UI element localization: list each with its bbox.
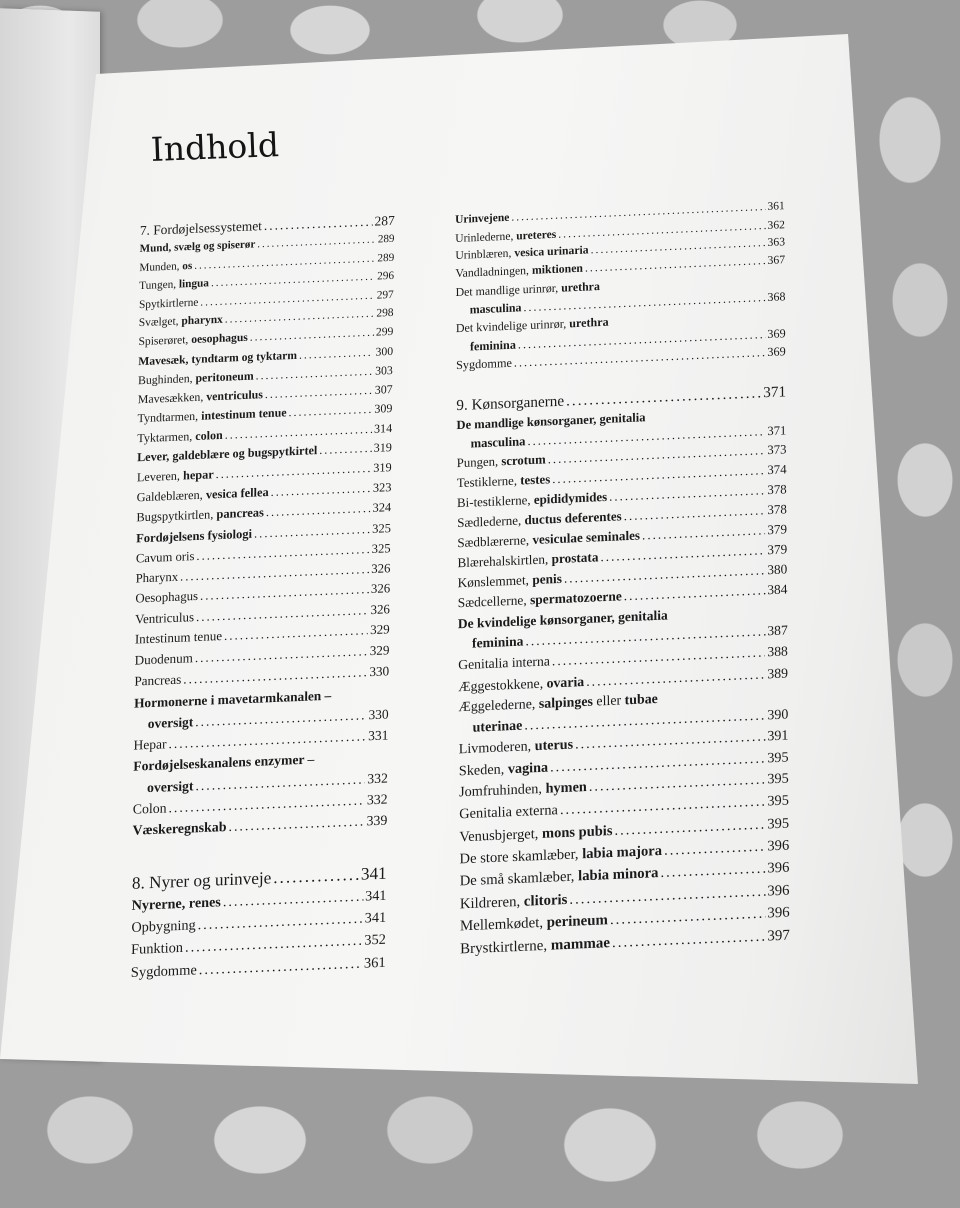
page-number: 326 xyxy=(370,600,391,617)
page-number: 329 xyxy=(370,621,390,638)
page-number: 300 xyxy=(375,344,394,359)
entry-bold-term: ovaria xyxy=(546,673,585,691)
toc-entry-label xyxy=(136,567,179,589)
dot-leader xyxy=(319,439,372,461)
page-number: 289 xyxy=(377,232,395,246)
entry-plain-text: Hepar xyxy=(133,736,167,753)
entry-bold-term: Mund, svælg og spiserør xyxy=(139,238,256,256)
entry-plain-text: Sædlederne, xyxy=(457,512,525,531)
page-number: 332 xyxy=(366,791,388,808)
entry-bold-term: Væskeregnskab xyxy=(132,819,227,839)
entry-plain-text: Tyndtarmen, xyxy=(137,409,202,426)
entry-plain-text: Galdeblæren, xyxy=(136,487,207,505)
dot-leader xyxy=(316,761,386,764)
entry-bold-term: ductus deferentes xyxy=(524,508,622,528)
page-number: 319 xyxy=(373,460,392,475)
entry-bold-term: masculina xyxy=(470,434,526,451)
page-number: 332 xyxy=(367,770,388,787)
entry-plain-text: Genitalia externa xyxy=(459,802,558,823)
page-number: 326 xyxy=(371,561,391,576)
page-number: 380 xyxy=(767,561,788,578)
page-number: 323 xyxy=(372,479,392,495)
page-number: 324 xyxy=(372,499,392,515)
toc-entry-label xyxy=(135,586,198,609)
page-number: 361 xyxy=(363,954,386,972)
entry-bold-term: Urinvejene xyxy=(455,211,510,227)
entry-bold-term: colon xyxy=(195,427,223,443)
toc-entry-label xyxy=(470,298,522,318)
entry-bold-term: Hormonerne i mavetarmkanalen – xyxy=(134,687,332,711)
entry-plain-text: Sygdomme xyxy=(456,355,512,373)
entry-bold-term: vesiculae seminales xyxy=(532,527,641,547)
entry-bold-term: vesica fellea xyxy=(205,484,269,502)
entry-plain-text: Duodenum xyxy=(134,650,194,668)
entry-bold-term: testes xyxy=(520,471,551,488)
entry-plain-text: Urinlederne, xyxy=(455,228,517,245)
toc-entry-label xyxy=(134,670,181,693)
entry-plain-text: Det mandlige urinrør, xyxy=(455,280,562,299)
toc-entry-label xyxy=(139,256,192,277)
toc-left-column xyxy=(131,212,395,984)
entry-plain-text: Æggelederne, xyxy=(458,696,539,716)
page-number: 361 xyxy=(767,200,785,213)
entry-plain-text: Sædcellerne, xyxy=(457,592,531,611)
entry-plain-text: eller xyxy=(592,693,625,710)
page-number: 378 xyxy=(767,501,787,518)
chapter-title: 7. Fordøjelsessystemet xyxy=(139,218,263,239)
entry-bold-term: os xyxy=(182,259,193,272)
page-number: 373 xyxy=(767,442,787,458)
page-number: 296 xyxy=(377,269,395,283)
entry-plain-text: Bi-testiklerne, xyxy=(456,492,534,511)
page-number: 319 xyxy=(373,440,393,456)
entry-bold-term: epididymides xyxy=(533,488,608,508)
entry-bold-term: feminina xyxy=(469,337,516,354)
entry-plain-text: Sædblærerne, xyxy=(457,531,533,550)
entry-bold-term: feminina xyxy=(471,633,524,651)
page-number: 391 xyxy=(767,727,789,745)
entry-bold-term: labia majora xyxy=(582,843,663,863)
entry-plain-text: Ventriculus xyxy=(135,608,195,627)
chapter-title: 8. Nyrer og urinveje xyxy=(131,867,272,893)
entry-bold-term: spermatozoerne xyxy=(530,588,622,608)
page-number: 395 xyxy=(767,749,789,767)
toc-right-column xyxy=(455,198,790,961)
toc-entry-label xyxy=(471,432,526,454)
entry-bold-term: oversigt xyxy=(146,778,194,795)
toc-entry-label xyxy=(133,798,167,821)
entry-plain-text: De store skamlæber, xyxy=(459,846,583,868)
page-number: 299 xyxy=(375,324,394,339)
entry-bold-term: oesophagus xyxy=(191,330,248,347)
entry-plain-text: Leveren, xyxy=(136,468,184,485)
entry-bold-term: Fordøjelseskanalens enzymer – xyxy=(133,751,315,775)
toc-entry-label xyxy=(131,914,196,939)
page-number: 369 xyxy=(767,325,786,341)
entry-bold-term: De kvindelige kønsorganer, genitalia xyxy=(457,607,668,631)
page-title: Indhold xyxy=(150,125,280,169)
page-number: 396 xyxy=(767,904,790,922)
entry-plain-text: Livmoderen, xyxy=(458,738,535,758)
entry-plain-text: Munden, xyxy=(139,259,183,274)
entry-bold-term: scrotum xyxy=(501,452,546,469)
page-number: 307 xyxy=(374,382,393,397)
entry-plain-text: Spytkirtlerne xyxy=(138,296,199,311)
entry-bold-term: hepar xyxy=(183,467,214,483)
entry-plain-text: Vandladningen, xyxy=(455,262,532,280)
dot-leader xyxy=(660,697,786,702)
page-number: 331 xyxy=(368,727,389,744)
entry-plain-text: Testiklerne, xyxy=(456,473,521,490)
entry-plain-text: Kønslemmet, xyxy=(457,571,533,591)
entry-bold-term: vesica urinaria xyxy=(514,243,589,260)
entry-bold-term: uterus xyxy=(534,736,574,755)
page-number: 289 xyxy=(377,251,395,265)
entry-plain-text: Jomfruhinden, xyxy=(458,781,546,801)
entry-bold-term: tubae xyxy=(624,691,658,709)
page-number: 396 xyxy=(767,882,790,900)
entry-bold-term: pharynx xyxy=(181,313,223,328)
entry-bold-term: urethra xyxy=(561,278,600,295)
entry-plain-text: Æggestokkene, xyxy=(458,675,547,695)
page-number: 287 xyxy=(374,212,395,229)
page-number: 341 xyxy=(365,887,387,905)
page-number: 390 xyxy=(767,707,789,724)
page-number: 330 xyxy=(368,706,389,723)
page-number: 374 xyxy=(767,461,787,477)
entry-plain-text: Mellemkødet, xyxy=(459,915,547,935)
entry-bold-term: labia minora xyxy=(578,865,659,885)
dot-leader xyxy=(647,415,784,421)
entry-plain-text: Pharynx xyxy=(135,569,179,586)
entry-bold-term: peritoneum xyxy=(195,369,254,385)
page-number: 352 xyxy=(364,931,386,949)
toc-entry-label xyxy=(136,546,195,569)
entry-plain-text: Venusbjerget, xyxy=(459,826,543,846)
dot-leader xyxy=(670,614,786,619)
page-number: 371 xyxy=(767,423,787,439)
entry-plain-text: Sygdomme xyxy=(130,961,197,981)
page-number: 330 xyxy=(369,663,390,679)
toc-entry-label xyxy=(139,293,199,314)
entry-bold-term: clitoris xyxy=(523,891,568,910)
entry-bold-term: prostata xyxy=(551,548,599,566)
entry-bold-term: Nyrerne, renes xyxy=(131,894,221,914)
page-number: 326 xyxy=(370,581,391,597)
entry-plain-text: Bugspytkirtlen, xyxy=(136,506,217,524)
entry-bold-term: Lever, galdeblære og bugspytkirtel xyxy=(137,443,318,465)
toc-entry-label xyxy=(147,775,194,798)
page-number: 387 xyxy=(767,622,788,639)
entry-plain-text: Funktion xyxy=(131,940,184,959)
toc-entry-label xyxy=(148,711,194,734)
page-number: 396 xyxy=(767,859,790,877)
entry-bold-term: miktionen xyxy=(531,260,583,277)
entry-bold-term: Mavesæk, tyndtarm og tyktarm xyxy=(138,348,298,369)
page-number: 329 xyxy=(369,642,390,659)
entry-plain-text: Opbygning xyxy=(131,917,196,936)
toc-entry-label xyxy=(473,716,523,739)
page-number: 341 xyxy=(360,863,387,884)
entry-plain-text: Cavum oris xyxy=(135,548,195,566)
page-number: 397 xyxy=(767,927,790,945)
page-number: 395 xyxy=(767,770,789,788)
entry-bold-term: lingua xyxy=(178,277,210,291)
toc-entry-label xyxy=(131,959,197,984)
entry-bold-term: mammae xyxy=(550,935,611,954)
page-number: 389 xyxy=(767,665,789,682)
entry-bold-term: hymen xyxy=(545,779,587,798)
entry-plain-text: Bughinden, xyxy=(137,371,196,388)
page-number: 388 xyxy=(767,643,788,660)
entry-bold-term: oversigt xyxy=(147,714,194,731)
entry-bold-term: masculina xyxy=(469,300,522,317)
entry-plain-text: Kildreren, xyxy=(459,893,524,913)
entry-bold-term: De mandlige kønsorganer, genitalia xyxy=(456,409,646,432)
entry-plain-text: Pancreas xyxy=(134,671,182,689)
page-number: 309 xyxy=(374,401,393,417)
page-number: 369 xyxy=(767,344,786,360)
entry-bold-term: ureteres xyxy=(516,227,557,242)
entry-bold-term: pancreas xyxy=(216,504,264,521)
page-number: 339 xyxy=(366,813,388,830)
page-number: 384 xyxy=(767,581,788,598)
toc-entry-label xyxy=(132,817,226,843)
entry-bold-term: ventriculus xyxy=(206,387,264,404)
toc-entry-label xyxy=(455,210,509,230)
entry-bold-term: urethra xyxy=(569,314,609,331)
page-number: 368 xyxy=(767,289,786,304)
entry-plain-text: Intestinum tenue xyxy=(134,628,223,647)
toc-entry-label xyxy=(139,274,209,295)
entry-plain-text: Urinblæren, xyxy=(455,246,515,263)
page-number: 367 xyxy=(767,252,786,267)
entry-plain-text: Tyktarmen, xyxy=(137,428,196,446)
page-number: 303 xyxy=(375,363,393,378)
entry-plain-text: Brystkirtlerne, xyxy=(460,937,551,958)
toc-entry-label xyxy=(133,733,166,756)
chapter-title: 9. Kønsorganerne xyxy=(456,392,565,414)
toc-entry-label xyxy=(131,937,183,961)
page-number: 396 xyxy=(767,837,790,855)
page-number: 395 xyxy=(767,815,790,833)
entry-plain-text: Spiserøret, xyxy=(138,333,192,349)
page-number: 298 xyxy=(376,307,394,320)
entry-bold-term: Fordøjelsens fysiologi xyxy=(136,526,253,545)
entry-plain-text: Blærehalskirtlen, xyxy=(457,550,552,570)
page-number: 325 xyxy=(371,540,391,556)
toc-entry-label xyxy=(135,648,194,671)
page-number: 362 xyxy=(767,217,785,232)
page-number: 379 xyxy=(767,541,788,557)
entry-bold-term: salpinges xyxy=(538,694,593,712)
entry-plain-text: Genitalia interna xyxy=(458,653,550,673)
entry-bold-term: perineum xyxy=(546,912,608,932)
entry-bold-term: uterinae xyxy=(472,718,523,736)
entry-plain-text: Skeden, xyxy=(458,761,508,780)
page-number: 341 xyxy=(364,909,387,927)
page-number: 371 xyxy=(763,383,787,402)
entry-plain-text: Pungen, xyxy=(456,454,502,471)
entry-plain-text: Colon xyxy=(132,800,167,818)
entry-plain-text: Mavesækken, xyxy=(137,389,207,407)
page-number: 325 xyxy=(372,520,392,536)
entry-plain-text: Tungen, xyxy=(139,278,179,293)
entry-plain-text: Svælget, xyxy=(138,315,182,330)
entry-bold-term: penis xyxy=(532,570,562,587)
page-number: 379 xyxy=(767,521,788,537)
dot-leader xyxy=(333,697,387,699)
page-number: 297 xyxy=(376,288,394,302)
toc-entry-label xyxy=(135,607,194,630)
page-number: 363 xyxy=(767,235,786,250)
page-number: 395 xyxy=(767,792,789,810)
entry-bold-term: mons pubis xyxy=(541,823,613,843)
page-number: 314 xyxy=(374,420,393,436)
entry-bold-term: vagina xyxy=(507,759,549,778)
toc-entry-label xyxy=(472,632,524,655)
toc-entry-label xyxy=(470,335,516,355)
entry-plain-text: Oesophagus xyxy=(135,589,199,606)
toc-entry-label xyxy=(456,354,512,375)
entry-bold-term: intestinum tenue xyxy=(201,405,287,424)
entry-plain-text: De små skamlæber, xyxy=(459,868,579,890)
page-number: 378 xyxy=(767,481,787,498)
entry-plain-text: Det kvindelige urinrør, xyxy=(455,316,570,336)
